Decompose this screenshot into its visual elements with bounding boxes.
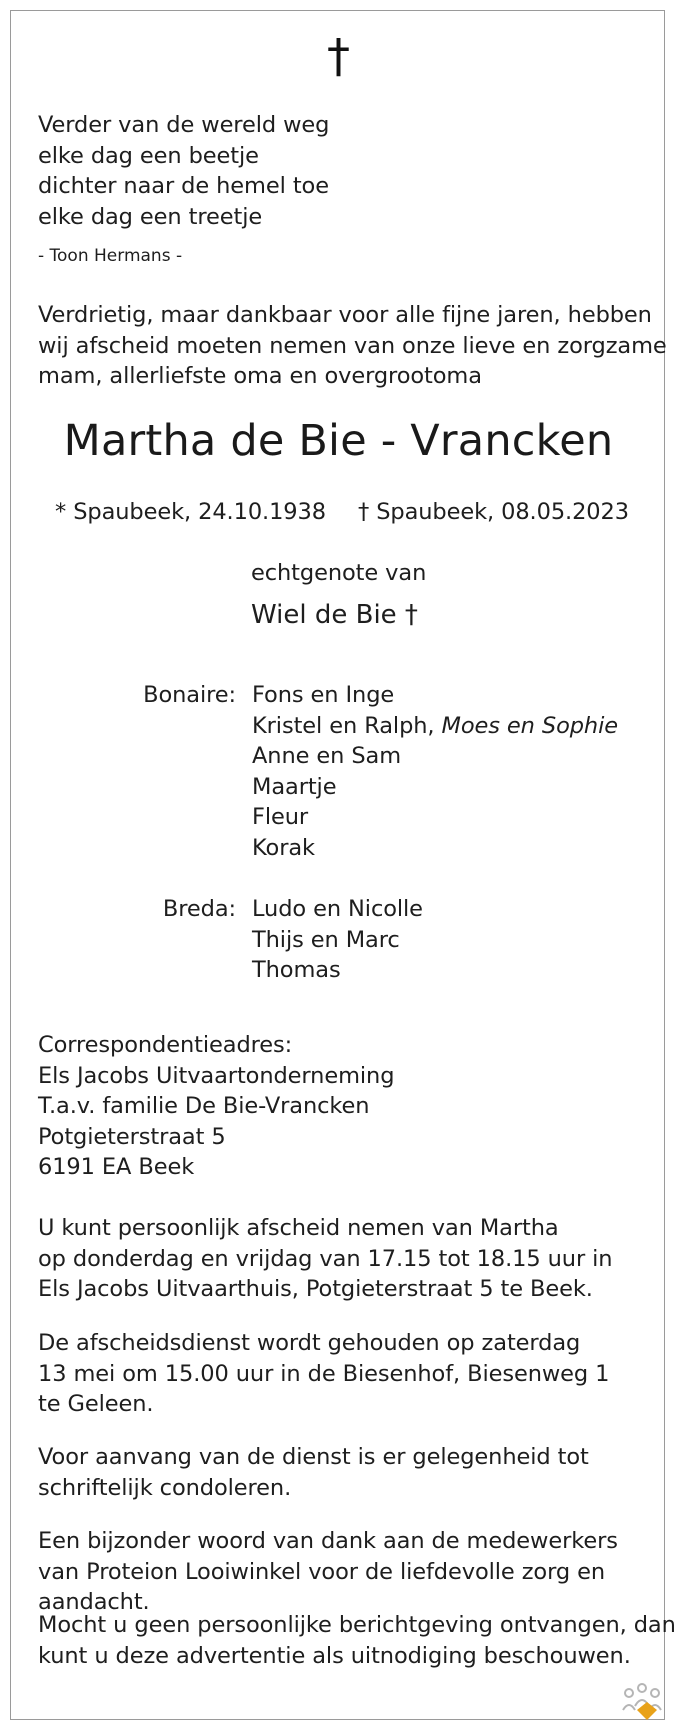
address-line: Potgieterstraat 5: [38, 1123, 226, 1150]
poem: [38, 110, 329, 232]
paragraph-line: Een bijzonder woord van dank aan de medewerkers: [38, 1528, 618, 1554]
paragraph-line: van Proteion Looiwinkel voor de liefdevolle zorg en: [38, 1558, 605, 1585]
paragraph-line: te Geleen.: [38, 1391, 154, 1417]
paragraph-line: kunt u deze advertentie als uitnodiging beschouwen.: [38, 1642, 631, 1669]
intro-line: Verdrietig, maar dankbaar voor alle fijne jaren, hebben: [38, 302, 652, 328]
paragraph-line: Mocht u geen persoonlijke berichtgeving ontvangen, dan: [38, 1612, 676, 1638]
family-group-names: [252, 680, 618, 863]
poem-attribution: - Toon Hermans -: [38, 246, 183, 266]
condolence-paragraph: [38, 1442, 589, 1503]
paragraph-line: Els Jacobs Uitvaarthuis, Potgieterstraat 5 te Beek.: [38, 1276, 593, 1302]
paragraph-line: op donderdag en vrijdag van 17.15 tot 18.15 uur in: [38, 1245, 613, 1272]
intro-line: wij afscheid moeten nemen van onze lieve en zorgzame: [38, 332, 667, 359]
poem-line: elke dag een treetje: [38, 203, 263, 230]
spouse-name: Wiel de Bie †: [251, 600, 418, 630]
intro-text: [38, 300, 667, 392]
poem-line: Verder van de wereld weg: [38, 112, 330, 138]
address-line: T.a.v. familie De Bie-Vrancken: [38, 1093, 370, 1119]
family-group-names: [252, 894, 423, 986]
service-paragraph: [38, 1328, 609, 1420]
family-group-label: Bonaire:: [143, 682, 236, 708]
cross-icon: †: [327, 29, 350, 83]
paragraph-line: schriftelijk condoleren.: [38, 1474, 292, 1501]
viewing-paragraph: [38, 1213, 612, 1305]
paragraph-line: aandacht.: [38, 1589, 150, 1615]
family-member: Maartje: [252, 773, 337, 800]
address-line: 6191 EA Beek: [38, 1154, 195, 1180]
family-member: Thomas: [252, 957, 341, 983]
family-group-label: Breda:: [162, 896, 236, 922]
paragraph-line: 13 mei om 15.00 uur in de Biesenhof, Biesenweg 1: [38, 1360, 610, 1387]
family-member: Fons en Inge: [252, 682, 395, 708]
family-member: Thijs en Marc: [252, 926, 400, 953]
death-date: † Spaubeek, 08.05.2023: [358, 499, 629, 525]
family-member: Kristel en Ralph, Moes en Sophie: [252, 712, 618, 739]
thanks-paragraph: [38, 1526, 618, 1618]
people-logo-icon: [620, 1680, 666, 1724]
paragraph-line: De afscheidsdienst wordt gehouden op zaterdag: [38, 1330, 581, 1356]
family-member: Korak: [252, 834, 315, 861]
family-member: Fleur: [252, 804, 309, 830]
family-member: Ludo en Nicolle: [252, 896, 423, 922]
correspondence-address: [38, 1030, 394, 1183]
address-line: Els Jacobs Uitvaartonderneming: [38, 1062, 395, 1089]
address-line: Correspondentieadres:: [38, 1032, 293, 1058]
paragraph-line: U kunt persoonlijk afscheid nemen van Martha: [38, 1215, 559, 1241]
invitation-paragraph: [38, 1610, 676, 1671]
deceased-name: Martha de Bie - Vrancken: [63, 416, 614, 466]
birth-date: * Spaubeek, 24.10.1938: [55, 499, 326, 525]
spouse-label: echtgenote van: [251, 560, 427, 586]
paragraph-line: Voor aanvang van de dienst is er gelegenheid tot: [38, 1444, 589, 1470]
intro-line: mam, allerliefste oma en overgrootoma: [38, 363, 482, 389]
poem-line: elke dag een beetje: [38, 142, 259, 169]
poem-line: dichter naar de hemel toe: [38, 173, 329, 199]
family-member: Anne en Sam: [252, 743, 402, 769]
